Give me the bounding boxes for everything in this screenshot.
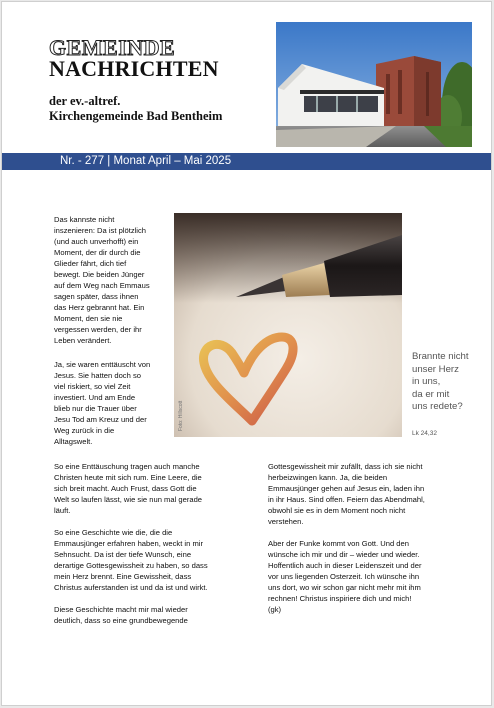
text-line: Moment, der dir durch die bbox=[54, 248, 141, 257]
subtitle bbox=[49, 94, 222, 124]
text-line: Emmausjünger erfahren haben, weckt in mir bbox=[54, 539, 203, 548]
text-line: Das kannste nicht bbox=[54, 215, 115, 224]
text-line: investiert. Und am Ende bbox=[54, 393, 136, 402]
quote-line: in uns, bbox=[412, 376, 441, 387]
text-line: in ihr Haus. Sind offen. Feiern das Abendmahl, bbox=[268, 495, 425, 504]
text-line: Moment, den sie nie bbox=[54, 314, 123, 323]
text-line: Gottesgewissheit mir zufällt, dass ich sie nicht bbox=[268, 462, 423, 471]
text-line: viel riskiert, so viel Zeit bbox=[54, 382, 131, 391]
paragraph-4 bbox=[54, 527, 208, 593]
masthead-gemeinde: GEMEINDE bbox=[49, 35, 176, 60]
text-line: obwohl sie es in dem Moment noch nicht bbox=[268, 506, 406, 515]
pen-heart-photo bbox=[174, 213, 402, 437]
subtitle-line-2: Kirchengemeinde Bad Bentheim bbox=[49, 109, 223, 123]
paragraph-1 bbox=[54, 214, 150, 346]
text-line: Aber der Funke kommt von Gott. Und den bbox=[268, 539, 409, 548]
text-line: vergessen werden, der ihr bbox=[54, 325, 142, 334]
text-line: (gk) bbox=[268, 605, 282, 614]
issue-label: Nr. - 277 | Monat April – Mai 2025 bbox=[60, 155, 232, 167]
text-line: Emmausjünger gehen auf Jesus ein, laden ihn bbox=[268, 484, 425, 493]
text-line: Jesu Tod am Kreuz und der bbox=[54, 415, 147, 424]
quote-line: da er mit bbox=[412, 388, 450, 400]
newsletter-page bbox=[1, 1, 492, 706]
text-line: Hoffentlich auch in dieser Leidenszeit und der bbox=[268, 561, 422, 570]
text-line: wünsche ich mir und dir – wieder und wieder. bbox=[268, 550, 420, 559]
text-line: bewegt. Die beiden Jünger bbox=[54, 270, 145, 279]
text-line: auf dem Weg nach Emmaus bbox=[54, 281, 150, 290]
text-line: sagen später, dass ihnen bbox=[54, 292, 139, 301]
bible-quote bbox=[412, 351, 469, 414]
text-line: Welt so laufen lässt, wie sie nun mal gerade bbox=[54, 495, 203, 504]
pen-heart-image bbox=[174, 213, 402, 437]
quote-line: unser Herz bbox=[412, 363, 459, 375]
paragraph-6 bbox=[268, 461, 425, 527]
text-line: rechnen! Christus inspiriere dich und mich! bbox=[268, 594, 412, 603]
text-line: derartige Gottesgewissheit zu haben, so dass bbox=[54, 561, 208, 570]
paragraph-7 bbox=[268, 538, 422, 615]
text-line: inszenieren: Da ist plötzlich bbox=[54, 226, 147, 235]
text-line: (und auch unverhofft) ein bbox=[54, 237, 139, 246]
text-line: herbeizwingen kann. Ja, die beiden bbox=[268, 473, 388, 482]
text-line: So eine Geschichte wie die, die die bbox=[54, 528, 173, 537]
text-line: verstehen. bbox=[268, 517, 304, 526]
text-line: mein Herz brennt. Eine Gewissheit, dass bbox=[54, 572, 192, 581]
masthead-nachrichten: NACHRICHTEN bbox=[49, 56, 219, 81]
text-line: Alltagswelt. bbox=[54, 437, 93, 446]
photo-credit: Foto: Hillscott bbox=[178, 400, 184, 431]
text-line: So eine Enttäuschung tragen auch manche bbox=[54, 462, 200, 471]
text-line: Weg zurück in die bbox=[54, 426, 115, 435]
text-line: Jesus. Sie hatten doch so bbox=[54, 371, 141, 380]
church-photo-image bbox=[276, 22, 472, 147]
text-line: Christen heute mit sich rum. Eine Leere, die bbox=[54, 473, 202, 482]
quote-reference: Lk 24,32 bbox=[412, 430, 437, 437]
quote-line: uns redete? bbox=[412, 401, 463, 412]
text-line: Glieder fährt, dich tief bbox=[54, 259, 127, 268]
text-line: deutlich, dass so eine grundbewegende bbox=[54, 616, 188, 625]
paragraph-3 bbox=[54, 461, 202, 516]
issue-bar bbox=[2, 153, 492, 170]
text-line: uns dort, wo wir schon gar nicht mehr mit ihm bbox=[268, 583, 421, 592]
quote-line: Brannte nicht bbox=[412, 351, 469, 362]
church-photo bbox=[276, 22, 472, 147]
text-line: Leben verändert. bbox=[54, 336, 112, 345]
text-line: das Herz gebrannt hat. Ein bbox=[54, 303, 145, 312]
text-line: Sehnsucht. Da ist der tiefe Wunsch, eine bbox=[54, 550, 192, 559]
text-line: vor uns liegenden Osterzeit. Ich wünsche ihn bbox=[268, 572, 420, 581]
text-line: blieb nur die Trauer über bbox=[54, 404, 137, 413]
text-line: sich breit macht. Auch Frust, dass Gott die bbox=[54, 484, 197, 493]
text-line: Christus auferstanden ist und da ist und wirkt. bbox=[54, 583, 208, 592]
paragraph-2 bbox=[54, 359, 150, 447]
text-line: Diese Geschichte macht mir mal wieder bbox=[54, 605, 188, 614]
text-line: läuft. bbox=[54, 506, 71, 515]
paragraph-5 bbox=[54, 604, 188, 626]
subtitle-line-1: der ev.-altref. bbox=[49, 94, 121, 108]
text-line: Ja, sie waren enttäuscht von bbox=[54, 360, 151, 369]
